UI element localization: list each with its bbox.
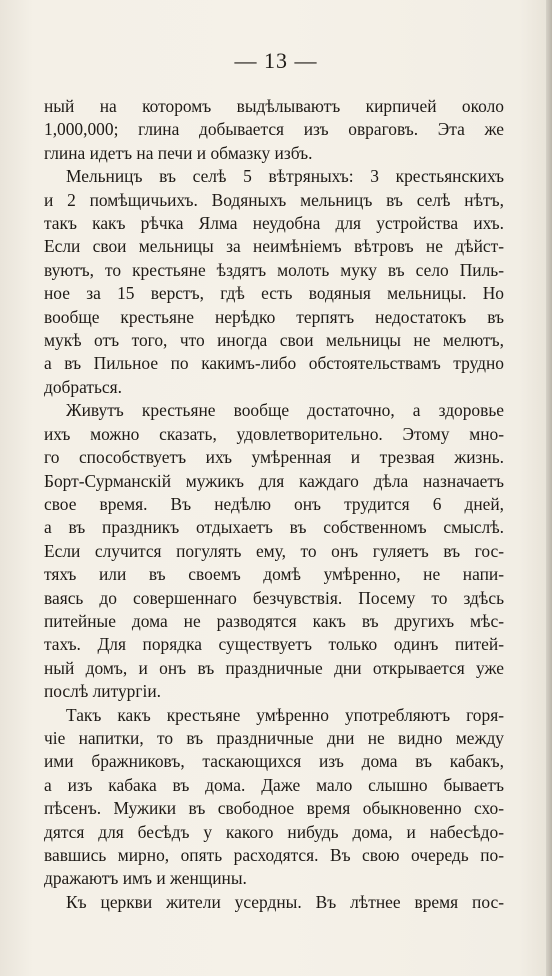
text-line: а изъ кабака въ дома. Даже мало слышно бываетъ (44, 774, 504, 795)
text-line: мукѣ отъ того, что иногда свои мельницы не мелютъ, (44, 330, 504, 351)
text-line: послѣ литургіи. (44, 681, 161, 702)
text-line: свое время. Въ недѣлю онъ трудится 6 дней, (44, 493, 504, 514)
text-line: дятся для бесѣдъ у какого нибудь дома, и набесѣдо- (44, 821, 504, 842)
text-line: го способствуетъ ихъ умѣренная и трезвая жизнь. (44, 447, 504, 468)
text-line: а въ праздникъ отдыхаетъ въ собственномъ смыслѣ. (44, 517, 504, 538)
page-edge (546, 0, 552, 976)
text-line: и 2 помѣщичьихъ. Водяныхъ мельницъ въ селѣ нѣтъ, (44, 189, 504, 210)
text-line: ный на которомъ выдѣлываютъ кирпичей около (44, 96, 504, 116)
text-line: вообще крестьяне нерѣдко терпятъ недостатокъ въ (44, 306, 504, 327)
text-line: глина идетъ на печи и обмазку избъ. (44, 142, 313, 163)
text-line: а въ Пильное по какимъ-либо обстоятельствамъ трудно (44, 353, 504, 374)
text-line: 1,000,000; глина добывается изъ овраговъ. Эта же (44, 119, 504, 140)
text-line: Борт-Сурманскій мужикъ для каждаго дѣла назначаетъ (44, 470, 504, 491)
text-line: ихъ можно сказать, удовлетворительно. Этому мно- (44, 423, 504, 444)
text-line: тахъ. Для порядка существуетъ только одинъ питей- (44, 634, 504, 655)
text-line: вавшись мирно, опять расходятся. Въ свою очередь по- (44, 845, 504, 865)
text-line: такъ какъ рѣчка Ялма неудобна для устройства ихъ. (44, 213, 504, 234)
text-line: ный домъ, и онъ въ праздничные дни открывается уже (44, 657, 504, 678)
text-line: тяхъ или въ своемъ домѣ умѣренно, не напи- (44, 564, 504, 585)
text-line: пѣсенъ. Мужики въ свободное время обыкновенно схо- (44, 798, 504, 819)
text-line: Если случится погулять ему, то онъ гуляетъ въ гос- (44, 540, 504, 561)
text-line: ваясь до совершеннаго безчувствія. Посему то здѣсь (44, 587, 504, 608)
text-line: Мельницъ въ селѣ 5 вѣтряныхъ: 3 крестьянскихъ (66, 166, 504, 187)
body-text (44, 95, 504, 914)
text-line: Если свои мельницы за неимѣніемъ вѣтровъ не дѣйст- (44, 236, 504, 257)
page-number: — 13 — (234, 48, 318, 73)
text-line: добраться. (44, 376, 122, 397)
text-line: ими бражниковъ, таскающихся изъ дома въ кабакъ, (44, 751, 504, 772)
text-line: вуютъ, то крестьяне ѣздятъ молоть муку въ село Пиль- (44, 259, 504, 280)
text-line: Живутъ крестьяне вообще достаточно, а здоровье (66, 400, 504, 421)
text-line: чіе напитки, то въ праздничные дни не видно между (44, 727, 504, 748)
text-line: питейные дома не разводятся какъ въ другихъ мѣс- (44, 610, 504, 631)
text-line: дражаютъ имъ и женщины. (44, 868, 247, 889)
text-line: Такъ какъ крестьяне умѣренно употребляютъ горя- (66, 704, 504, 725)
text-line: ное за 15 верстъ, гдѣ есть водяныя мельницы. Но (44, 283, 504, 304)
text-line: Къ церкви жители усердны. Въ лѣтнее время пос- (66, 891, 504, 912)
